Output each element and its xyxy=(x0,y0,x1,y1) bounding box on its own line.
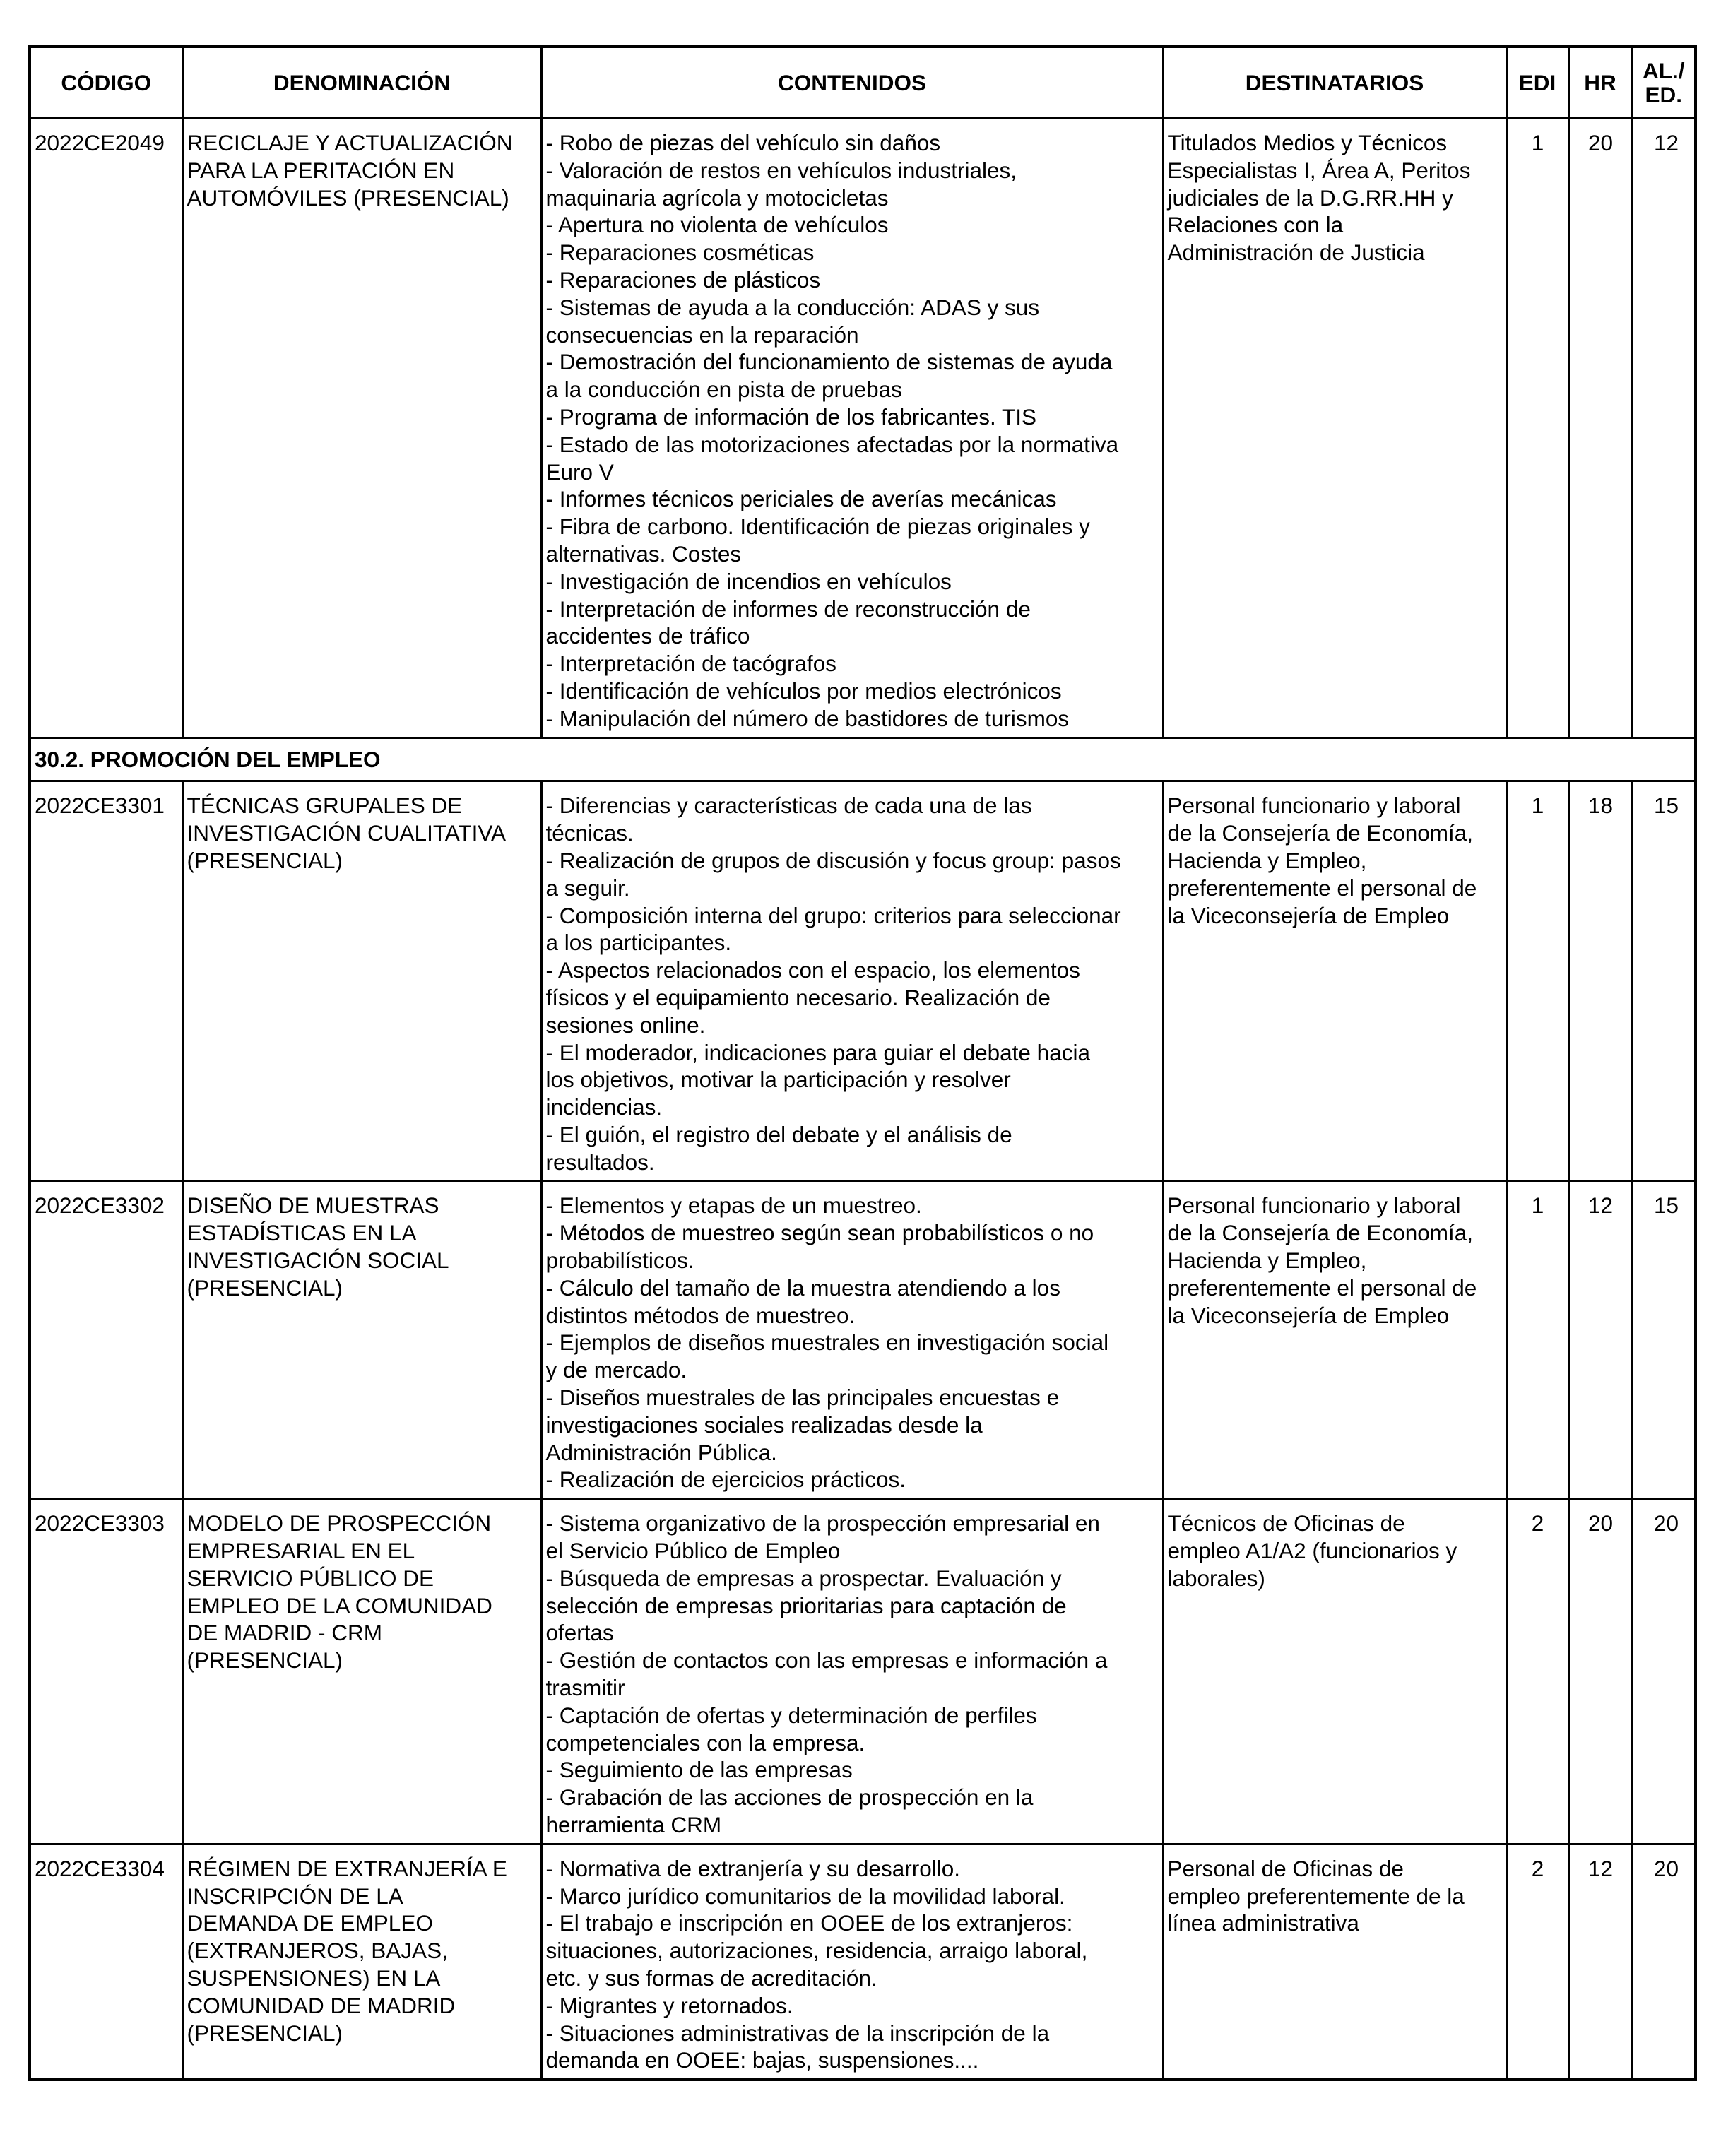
destinatarios-line: Personal funcionario y laboral xyxy=(1167,1192,1461,1219)
contenidos-line: - Apertura no violenta de vehículos xyxy=(545,212,889,238)
contenidos-line: - Reparaciones cosméticas xyxy=(545,239,815,266)
edi-cell: 2 xyxy=(1506,1844,1568,2080)
contenidos-line: - Diseños muestrales de las principales encuestas e xyxy=(545,1385,1060,1411)
destinatarios-line: empleo A1/A2 (funcionarios y xyxy=(1167,1538,1457,1564)
header-codigo: CÓDIGO xyxy=(30,47,182,119)
contenidos-line: - Interpretación de tacógrafos xyxy=(545,651,836,677)
destinatarios-line: preferentemente el personal de xyxy=(1167,1274,1477,1301)
contenidos-line: - Programa de información de los fabricantes. TIS xyxy=(545,403,1036,430)
contenidos-line: resultados. xyxy=(545,1149,655,1175)
contenidos-line: maquinaria agrícola y motocicletas xyxy=(545,184,889,211)
contenidos-line: a seguir. xyxy=(545,875,630,901)
denominacion-line: ESTADÍSTICAS EN LA xyxy=(187,1220,417,1246)
contenidos-line: técnicas. xyxy=(545,820,634,846)
hr-cell: 12 xyxy=(1568,1844,1632,2080)
table-body xyxy=(30,119,1696,2080)
table-row xyxy=(30,119,1696,738)
codigo-cell: 2022CE3302 xyxy=(30,1181,182,1499)
contenidos-line: demanda en OOEE: bajas, suspensiones.... xyxy=(545,2047,979,2073)
contenidos-cell xyxy=(541,781,1163,1181)
destinatarios-cell xyxy=(1163,1844,1506,2080)
contenidos-line: - Cálculo del tamaño de la muestra atendiendo a los xyxy=(545,1274,1060,1301)
destinatarios-line: judiciales de la D.G.RR.HH y xyxy=(1167,184,1453,211)
contenidos-line: - Captación de ofertas y determinación de perfiles xyxy=(545,1702,1037,1728)
hr-cell: 12 xyxy=(1568,1181,1632,1499)
denominacion-line: INVESTIGACIÓN SOCIAL xyxy=(187,1248,449,1274)
contenidos-cell xyxy=(541,1181,1163,1499)
al-ed-cell: 15 xyxy=(1632,1181,1696,1499)
denominacion-line: RECICLAJE Y ACTUALIZACIÓN xyxy=(187,130,513,155)
contenidos-line: - Aspectos relacionados con el espacio, los elementos xyxy=(545,957,1080,983)
contenidos-cell xyxy=(541,1499,1163,1844)
contenidos-line: a la conducción en pista de pruebas xyxy=(545,377,902,403)
contenidos-line: - Seguimiento de las empresas xyxy=(545,1757,853,1783)
contenidos-line: - Valoración de restos en vehículos industriales, xyxy=(545,157,1017,183)
contenidos-line: - Reparaciones de plásticos xyxy=(545,266,821,292)
contenidos-line: selección de empresas prioritarias para captación de xyxy=(545,1592,1067,1618)
codigo-cell: 2022CE3301 xyxy=(30,781,182,1181)
denominacion-line: (EXTRANJEROS, BAJAS, xyxy=(187,1938,448,1964)
contenidos-line: - Búsqueda de empresas a prospectar. Evaluación y xyxy=(545,1565,1062,1591)
denominacion-line: (PRESENCIAL) xyxy=(187,847,343,873)
destinatarios-cell xyxy=(1163,119,1506,738)
destinatarios-line: de la Consejería de Economía, xyxy=(1167,1220,1474,1246)
denominacion-line: EMPLEO DE LA COMUNIDAD xyxy=(187,1592,492,1618)
destinatarios-line: Personal de Oficinas de xyxy=(1167,1855,1404,1881)
header-al-ed xyxy=(1632,47,1696,119)
destinatarios-line: preferentemente el personal de xyxy=(1167,875,1477,901)
contenidos-line: investigaciones sociales realizadas desde la xyxy=(545,1411,983,1438)
destinatarios-line: Hacienda y Empleo, xyxy=(1167,847,1367,873)
denominacion-line: DISEÑO DE MUESTRAS xyxy=(187,1192,439,1219)
contenidos-line: incidencias. xyxy=(545,1094,663,1120)
contenidos-line: - Composición interna del grupo: criterios para seleccionar xyxy=(545,902,1121,928)
denominacion-line: INVESTIGACIÓN CUALITATIVA xyxy=(187,820,507,846)
header-denominacion: DENOMINACIÓN xyxy=(182,47,541,119)
codigo-cell: 2022CE3304 xyxy=(30,1844,182,2080)
destinatarios-cell xyxy=(1163,1181,1506,1499)
header-contenidos: CONTENIDOS xyxy=(541,47,1163,119)
denominacion-line: RÉGIMEN DE EXTRANJERÍA E xyxy=(187,1855,507,1881)
contenidos-line: - Sistemas de ayuda a la conducción: ADAS y sus xyxy=(545,294,1040,320)
denominacion-line: MODELO DE PROSPECCIÓN xyxy=(187,1510,492,1536)
contenidos-line: - Robo de piezas del vehículo sin daños xyxy=(545,130,941,155)
contenidos-line: Administración Pública. xyxy=(545,1439,777,1465)
table-row xyxy=(30,1844,1696,2080)
contenidos-cell xyxy=(541,119,1163,738)
denominacion-line: (PRESENCIAL) xyxy=(187,1274,343,1301)
al-ed-cell: 15 xyxy=(1632,781,1696,1181)
contenidos-line: probabilísticos. xyxy=(545,1248,694,1274)
table-row xyxy=(30,1499,1696,1844)
contenidos-line: accidentes de tráfico xyxy=(545,623,750,649)
contenidos-line: - Grabación de las acciones de prospección en la xyxy=(545,1784,1034,1811)
contenidos-line: - Métodos de muestreo según sean probabilísticos o no xyxy=(545,1220,1094,1246)
section-title: 30.2. PROMOCIÓN DEL EMPLEO xyxy=(30,738,1696,781)
contenidos-line: - Investigación de incendios en vehículos xyxy=(545,568,952,594)
edi-cell: 1 xyxy=(1506,781,1568,1181)
edi-cell: 2 xyxy=(1506,1499,1568,1844)
contenidos-line: trasmitir xyxy=(545,1675,625,1701)
denominacion-cell xyxy=(182,1844,541,2080)
contenidos-line: alternativas. Costes xyxy=(545,540,742,567)
denominacion-line: AUTOMÓVILES (PRESENCIAL) xyxy=(187,184,509,211)
header-edi: EDI xyxy=(1506,47,1568,119)
denominacion-line: TÉCNICAS GRUPALES DE xyxy=(187,793,463,819)
contenidos-line: - Situaciones administrativas de la inscripción de la xyxy=(545,2020,1050,2046)
contenidos-line: consecuencias en la reparación xyxy=(545,321,859,348)
denominacion-line: DE MADRID - CRM xyxy=(187,1620,382,1646)
denominacion-line: PARA LA PERITACIÓN EN xyxy=(187,157,455,183)
codigo-cell: 2022CE3303 xyxy=(30,1499,182,1844)
contenidos-line: físicos y el equipamiento necesario. Realización de xyxy=(545,984,1051,1010)
denominacion-line: SERVICIO PÚBLICO DE xyxy=(187,1565,434,1591)
section-row xyxy=(30,738,1696,781)
contenidos-line: - El moderador, indicaciones para guiar el debate hacia xyxy=(545,1039,1090,1065)
contenidos-line: - Manipulación del número de bastidores de turismos xyxy=(545,705,1070,731)
contenidos-line: - Diferencias y características de cada una de las xyxy=(545,793,1032,819)
contenidos-line: - Identificación de vehículos por medios electrónicos xyxy=(545,677,1062,704)
contenidos-line: etc. y sus formas de acreditación. xyxy=(545,1965,877,1991)
denominacion-line: EMPRESARIAL EN EL xyxy=(187,1538,415,1564)
contenidos-line: - Normativa de extranjería y su desarrollo. xyxy=(545,1855,960,1881)
destinatarios-line: línea administrativa xyxy=(1167,1910,1359,1936)
denominacion-cell xyxy=(182,781,541,1181)
contenidos-line: - Realización de grupos de discusión y focus group: pasos xyxy=(545,847,1121,873)
codigo-cell: 2022CE2049 xyxy=(30,119,182,738)
denominacion-line: SUSPENSIONES) EN LA xyxy=(187,1965,441,1991)
denominacion-line: (PRESENCIAL) xyxy=(187,2020,343,2046)
contenidos-line: sesiones online. xyxy=(545,1012,706,1038)
contenidos-line: ofertas xyxy=(545,1620,614,1646)
denominacion-line: (PRESENCIAL) xyxy=(187,1647,343,1674)
contenidos-line: - Ejemplos de diseños muestrales en investigación social xyxy=(545,1329,1109,1356)
hr-cell: 20 xyxy=(1568,119,1632,738)
contenidos-line: - El trabajo e inscripción en OOEE de los extranjeros: xyxy=(545,1910,1073,1936)
contenidos-line: a los participantes. xyxy=(545,930,732,956)
table-row xyxy=(30,1181,1696,1499)
contenidos-line: - Estado de las motorizaciones afectadas por la normativa xyxy=(545,431,1119,457)
destinatarios-line: empleo preferentemente de la xyxy=(1167,1883,1465,1909)
contenidos-line: situaciones, autorizaciones, residencia, arraigo laboral, xyxy=(545,1938,1088,1964)
destinatarios-line: Personal funcionario y laboral xyxy=(1167,793,1461,819)
denominacion-line: DEMANDA DE EMPLEO xyxy=(187,1910,433,1936)
contenidos-line: - Marco jurídico comunitarios de la movilidad laboral. xyxy=(545,1883,1065,1909)
contenidos-line: competenciales con la empresa. xyxy=(545,1729,865,1755)
contenidos-line: - Elementos y etapas de un muestreo. xyxy=(545,1192,922,1219)
al-ed-cell: 12 xyxy=(1632,119,1696,738)
contenidos-line: - Informes técnicos periciales de averías mecánicas xyxy=(545,486,1057,512)
destinatarios-cell xyxy=(1163,781,1506,1181)
denominacion-cell xyxy=(182,119,541,738)
destinatarios-line: Titulados Medios y Técnicos xyxy=(1167,130,1448,155)
destinatarios-line: Especialistas I, Área A, Peritos xyxy=(1167,157,1471,183)
contenidos-cell xyxy=(541,1844,1163,2080)
destinatarios-line: Hacienda y Empleo, xyxy=(1167,1248,1367,1274)
courses-table xyxy=(28,45,1697,2081)
denominacion-line: INSCRIPCIÓN DE LA xyxy=(187,1883,403,1909)
header-destinatarios: DESTINATARIOS xyxy=(1163,47,1506,119)
contenidos-line: distintos métodos de muestreo. xyxy=(545,1302,856,1328)
contenidos-line: - Migrantes y retornados. xyxy=(545,1992,793,2018)
destinatarios-line: la Viceconsejería de Empleo xyxy=(1167,902,1450,928)
edi-cell: 1 xyxy=(1506,119,1568,738)
denominacion-cell xyxy=(182,1181,541,1499)
contenidos-line: los objetivos, motivar la participación y resolver xyxy=(545,1067,1011,1093)
contenidos-line: - Interpretación de informes de reconstrucción de xyxy=(545,596,1031,622)
edi-cell: 1 xyxy=(1506,1181,1568,1499)
al-ed-cell: 20 xyxy=(1632,1844,1696,2080)
denominacion-cell xyxy=(182,1499,541,1844)
header-row xyxy=(30,47,1696,119)
table-row xyxy=(30,781,1696,1181)
header-al-ed-line: AL./ xyxy=(1643,58,1685,83)
contenidos-line: Euro V xyxy=(545,458,614,485)
denominacion-line: COMUNIDAD DE MADRID xyxy=(187,1992,456,2018)
contenidos-line: herramienta CRM xyxy=(545,1812,722,1838)
destinatarios-line: la Viceconsejería de Empleo xyxy=(1167,1302,1450,1328)
destinatarios-line: Administración de Justicia xyxy=(1167,239,1425,266)
contenidos-line: el Servicio Público de Empleo xyxy=(545,1538,841,1564)
header-hr: HR xyxy=(1568,47,1632,119)
destinatarios-line: Técnicos de Oficinas de xyxy=(1167,1510,1405,1536)
contenidos-line: y de mercado. xyxy=(545,1357,687,1383)
destinatarios-line: laborales) xyxy=(1167,1565,1265,1591)
al-ed-cell: 20 xyxy=(1632,1499,1696,1844)
hr-cell: 18 xyxy=(1568,781,1632,1181)
destinatarios-line: de la Consejería de Economía, xyxy=(1167,820,1474,846)
contenidos-line: - Fibra de carbono. Identificación de piezas originales y xyxy=(545,514,1090,540)
hr-cell: 20 xyxy=(1568,1499,1632,1844)
contenidos-line: - El guión, el registro del debate y el análisis de xyxy=(545,1121,1012,1147)
contenidos-line: - Demostración del funcionamiento de sistemas de ayuda xyxy=(545,349,1113,375)
contenidos-line: - Sistema organizativo de la prospección empresarial en xyxy=(545,1510,1100,1536)
destinatarios-line: Relaciones con la xyxy=(1167,212,1344,238)
destinatarios-cell xyxy=(1163,1499,1506,1844)
contenidos-line: - Realización de ejercicios prácticos. xyxy=(545,1467,906,1493)
header-al-ed-line: ED. xyxy=(1645,82,1682,107)
contenidos-line: - Gestión de contactos con las empresas e información a xyxy=(545,1647,1108,1674)
